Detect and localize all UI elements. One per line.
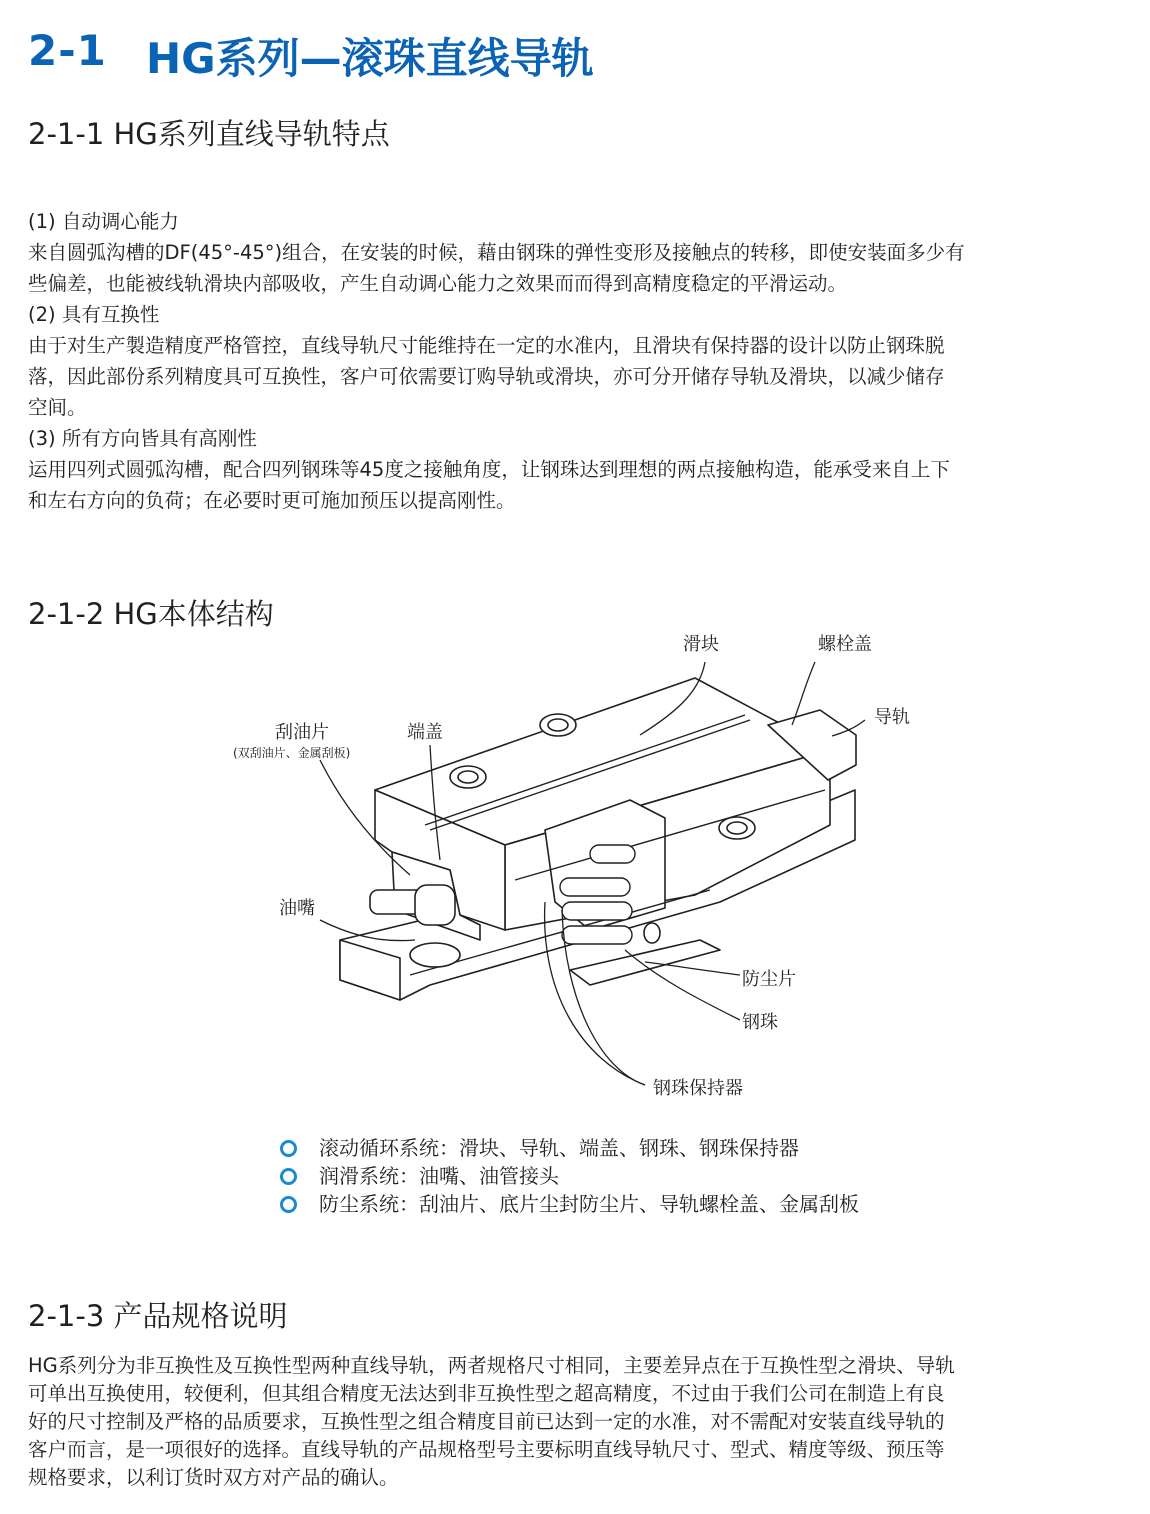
feature-text-line: 些偏差，也能被线轨滑块内部吸收，产生自动调心能力之效果而而得到高精度稳定的平滑运动。: [28, 272, 848, 295]
feature-text-line: 来自圆弧沟槽的DF(45°-45°)组合，在安装的时候，藉由钢珠的弹性变形及接触点的转移，即使安装面多少有: [28, 241, 965, 264]
spec-text-line: 客户而言，是一项很好的选择。直线导轨的产品规格型号主要标明直线导轨尺寸、型式、精度等级、预压等: [28, 1438, 945, 1461]
feature-text-line: 空间。: [28, 396, 87, 419]
bolt-hole-inner: [458, 771, 478, 783]
label-retainer: 钢珠保持器: [653, 1078, 743, 1099]
list-item-text: 滚动循环系统：滑块、导轨、端盖、钢珠、钢珠保持器: [319, 1136, 799, 1160]
circle-bullet-icon: [280, 1168, 297, 1185]
side-hole: [644, 923, 660, 943]
feature-text-line: 落，因此部份系列精度具可互换性，客户可依需要订购导轨或滑块，亦可分开储存导轨及滑块，以减少储存: [28, 365, 945, 388]
system-list: [280, 1134, 859, 1218]
label-grease-nipple: 油嘴: [279, 898, 315, 919]
label-bolt-cap: 螺栓盖: [818, 634, 872, 655]
spec-text-line: 规格要求，以利订货时双方对产品的确认。: [28, 1466, 399, 1489]
section-title-features: 2-1-1 HG系列直线导轨特点: [28, 117, 390, 151]
label-rail: 导轨: [874, 707, 910, 728]
list-item: [280, 1190, 859, 1218]
label-scraper-note: (双刮油片、金属刮板): [233, 746, 351, 760]
linear-guide-diagram: [300, 640, 880, 1100]
ball-row: [590, 845, 635, 863]
list-item-text: 防尘系统：刮油片、底片尘封防尘片、导轨螺栓盖、金属刮板: [319, 1192, 859, 1216]
list-item-text: 润滑系统：油嘴、油管接头: [319, 1164, 559, 1188]
circle-bullet-icon: [280, 1140, 297, 1157]
bolt-hole-inner: [727, 822, 747, 834]
ball-row: [562, 926, 632, 944]
spec-text-line: HG系列分为非互换性及互换性型两种直线导轨，两者规格尺寸相同，主要差异点在于互换性型之滑块、导轨: [28, 1354, 955, 1377]
list-item: [280, 1134, 859, 1162]
spec-text-line: 可单出互换使用，较便利，但其组合精度无法达到非互换性型之超高精度，不过由于我们公司在制造上有良: [28, 1382, 945, 1405]
bolt-hole-inner: [548, 719, 568, 731]
chapter-number: 2-1: [28, 26, 107, 75]
circle-bullet-icon: [280, 1196, 297, 1213]
label-steel-ball: 钢珠: [742, 1012, 778, 1033]
ball-row: [560, 878, 630, 896]
feature-heading: (1) 自动调心能力: [28, 210, 179, 233]
label-dust-seal: 防尘片: [742, 969, 796, 990]
list-item: [280, 1162, 859, 1190]
feature-text-line: 由于对生产製造精度严格管控，直线导轨尺寸能维持在一定的水准内，且滑块有保持器的设计以防止钢珠脱: [28, 334, 945, 357]
section-title-structure: 2-1-2 HG本体结构: [28, 597, 274, 631]
feature-heading: (2) 具有互换性: [28, 303, 160, 326]
feature-text-line: 和左右方向的负荷；在必要时更可施加预压以提高刚性。: [28, 489, 516, 512]
spec-text-line: 好的尺寸控制及严格的品质要求，互换性型之组合精度目前已达到一定的水准，对不需配对安装直线导轨的: [28, 1410, 945, 1433]
label-end-cap: 端盖: [407, 722, 443, 743]
feature-heading: (3) 所有方向皆具有高刚性: [28, 427, 257, 450]
section-title-spec: 2-1-3 产品规格说明: [28, 1299, 288, 1333]
label-slider: 滑块: [683, 634, 719, 655]
spec-body: [28, 1352, 1133, 1492]
features-body: [28, 206, 1128, 516]
chapter-title: HG系列—滚珠直线导轨: [146, 34, 594, 83]
feature-text-line: 运用四列式圆弧沟槽，配合四列钢珠等45度之接触角度，让钢珠达到理想的两点接触构造，能承受来自上下: [28, 458, 950, 481]
ball-row: [562, 902, 632, 920]
label-scraper: 刮油片: [275, 722, 329, 743]
